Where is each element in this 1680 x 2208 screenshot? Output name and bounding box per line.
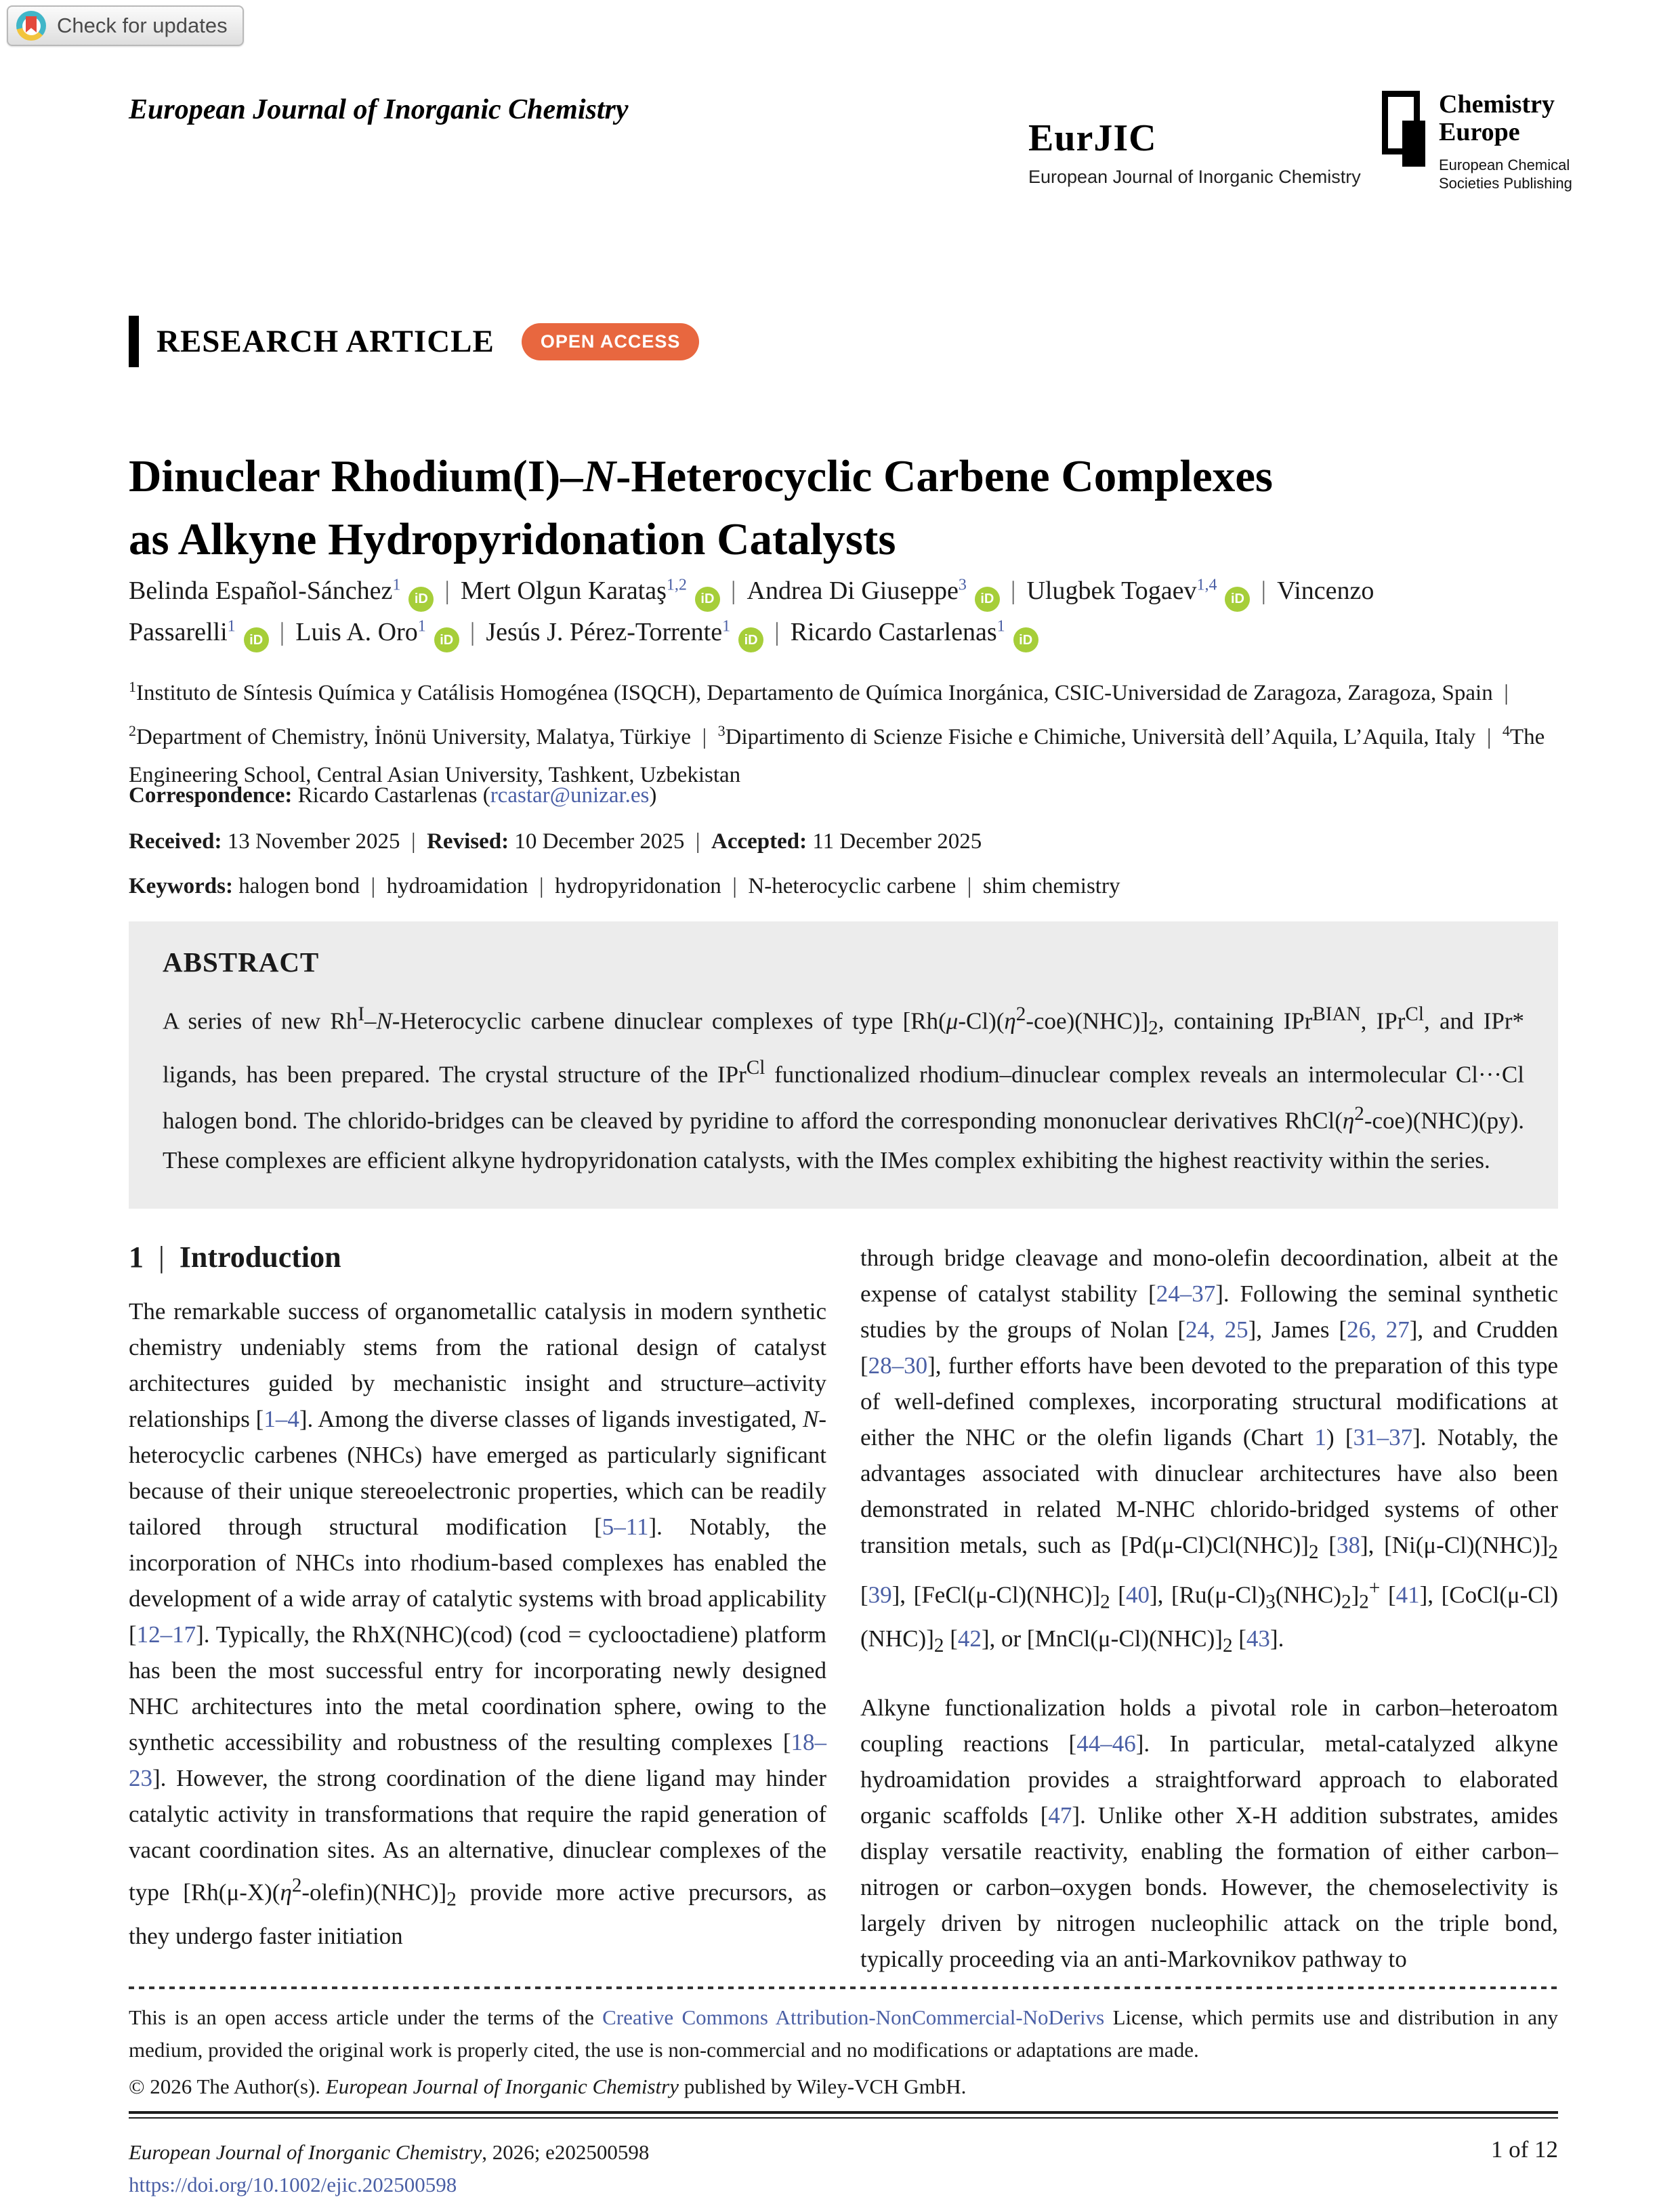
author-separator: | <box>730 577 736 605</box>
chemistry-europe-sub-line1: European Chemical <box>1439 157 1570 173</box>
orcid-icon[interactable]: iD <box>408 587 434 612</box>
author-list <box>129 570 1429 652</box>
citation-line: European Journal of Inorganic Chemistry, 2026; e202500598 <box>129 2140 650 2164</box>
author-separator: | <box>444 577 450 605</box>
left-column <box>129 1240 826 1977</box>
eurjic-wordmark: EurJIC <box>1028 117 1157 159</box>
article-type-bar <box>129 316 139 367</box>
abstract-text: A series of new $Rh^I-N$-Heterocyclic carbene dinuclear complexes of type $[Rh(\mu-Cl)(\eta^2-coe)(NHC)]_2$, containing IPr$^{BIAN}$, IPr$^{Cl}$, and IPr* ligands, has been prepared. The crystal structure of the IPr$^{Cl}$ functionalized rhodium–dinuclear complex reveals an intermolecular Cl···Cl halogen bond. The chlorido-bridges can be cleaved by pyridine to afford the corresponding mononuclear derivatives $RhCl(\eta^2-coe)(NHC)(py)$. These complexes are efficient alkyne hydropyridonation catalysts, with the IMes complex exhibiting the highest reactivity within the series. <box>163 1003 1524 1173</box>
footer-rule <box>129 2111 1558 2119</box>
affiliations: $^1$Instituto de Síntesis Química y Catálisis Homogénea (ISQCH), Departamento de Química Inorgánica, CSIC-Universidad de Zaragoza, Zaragoza, Spain | $^2$Department of Chemistry, İnönü University, Malatya, Türkiye | $^3$Dipartimento di Scienze Fisiche e Chimiche, Università dell’Aquila, L’Aquila, Italy | $^4$The Engineering School, Central Asian University, Tashkent, Uzbekistan <box>129 678 1545 787</box>
license-text: This is an open access article under the terms of the Creative Commons Attribution-NonCommercial-NoDerivs License, which permits use and distribution in any medium, provided the original work is properly cited, the use is non-commercial and no modifications or adaptations are made. <box>129 2005 1558 2062</box>
author: Jesús J. Pérez-Torrente$^1$iD <box>486 618 763 646</box>
author: Mert Olgun Karataş$^{1,2}$iD <box>461 577 720 605</box>
author-separator: | <box>774 617 780 646</box>
author: Belinda Español-Sánchez$^1$iD <box>129 577 434 605</box>
chemistry-europe-name-line2: Europe <box>1439 118 1520 146</box>
intro-paragraph-right-2: Alkyne functionalization holds a pivotal role in carbon–heteroatom coupling reactions [44–46]. In particular, metal-catalyzed alkyne hydroamidation provides a straightforward approach to elaborated organic scaffolds [47]. Unlike other X-H addition substrates, amides display versatile reactivity, enabling the formation of either carbon–nitrogen or carbon–oxygen bonds. However, the chemoselectivity is largely driven by nitrogen nucleophilic attack on the triple bond, typically proceeding via an anti-Markovnikov pathway to <box>860 1694 1559 1972</box>
author-separator: | <box>1261 577 1267 605</box>
author: Ricardo Castarlenas$^1$iD <box>791 618 1038 646</box>
orcid-icon[interactable]: iD <box>1225 587 1250 612</box>
keywords-line: Keywords: halogen bond | hydroamidation | hydropyridonation | N-heterocyclic carbene | shim chemistry <box>129 874 1120 898</box>
eurjic-logo <box>1028 117 1361 188</box>
orcid-icon[interactable]: iD <box>1013 627 1038 652</box>
orcid-icon[interactable]: iD <box>434 627 459 652</box>
chemistry-europe-icon <box>1382 91 1425 167</box>
page-footer <box>129 1986 1558 2201</box>
orcid-icon[interactable]: iD <box>975 587 1000 612</box>
abstract-heading: ABSTRACT <box>163 946 320 978</box>
orcid-icon[interactable]: iD <box>695 587 720 612</box>
page-title: Dinuclear Rhodium(I)–N-Heterocyclic Carbene Complexes as Alkyne Hydropyridonation Catalysts <box>129 451 1274 564</box>
page-number: 1 of 12 <box>1490 2136 1558 2163</box>
dotted-divider <box>129 1986 1558 1989</box>
orcid-icon[interactable]: iD <box>738 627 763 652</box>
chemistry-europe-name-line1: Chemistry <box>1439 90 1555 119</box>
chemistry-europe-sub-line2: Societies Publishing <box>1439 175 1572 192</box>
abstract-box <box>129 921 1558 1209</box>
orcid-icon[interactable]: iD <box>244 627 269 652</box>
author: Andrea Di Giuseppe$^3$iD <box>747 577 1000 605</box>
doi-link[interactable]: https://doi.org/10.1002/ejic.202500598 <box>129 2173 457 2196</box>
check-for-updates-button[interactable] <box>7 5 244 46</box>
journal-name: European Journal of Inorganic Chemistry <box>129 94 629 125</box>
author-separator: | <box>279 617 285 646</box>
author: Ulugbek Togaev$^{1,4}$iD <box>1026 577 1250 605</box>
copyright-text: © 2026 The Author(s). European Journal of Inorganic Chemistry published by Wiley-VCH GmbH. <box>129 2075 967 2098</box>
article-type-row <box>129 316 699 367</box>
author: Vincenzo Passarelli$^1$iD <box>129 577 1374 646</box>
check-for-updates-label: Check for updates <box>57 14 228 37</box>
intro-paragraph-right-1: through bridge cleavage and mono-olefin decoordination, albeit at the expense of catalyst stability [24–37]. Following the seminal synthetic studies by the groups of Nolan [24, 25], James [26, 27], and Crudden [28–30], further efforts have been devoted to the preparation of this type of well-defined complexes, incorporating structural modifications at either the NHC or the olefin ligands (Chart 1) [31–37]. Notably, the advantages associated with dinuclear architectures have also been demonstrated in related M-NHC chlorido-bridged systems of other transition metals, such as $[Pd(\mu-Cl)Cl(NHC)]_2$ [38], $[Ni(\mu-Cl)(NHC)]_2$ [39], $[FeCl(\mu-Cl)(NHC)]_2$ [40], $[Ru(\mu-Cl)_3(NHC)_2]_2^+$ [41], $[CoCl(\mu-Cl)(NHC)]_2$ [42], or $[MnCl(\mu-Cl)(NHC)]_2$ [43]. <box>860 1245 1559 1657</box>
body-columns <box>129 1240 1558 1977</box>
section-heading-introduction: 1 | Introduction <box>129 1241 341 1274</box>
right-column <box>860 1240 1558 1977</box>
article-type-label: RESEARCH ARTICLE <box>156 324 495 359</box>
dates-line: Received: 13 November 2025 | Revised: 10 December 2025 | Accepted: 11 December 2025 <box>129 829 982 854</box>
author-separator: | <box>1010 577 1016 605</box>
crossmark-icon <box>16 11 46 41</box>
open-access-badge: OPEN ACCESS <box>522 323 700 360</box>
author: Luis A. Oro$^1$iD <box>295 618 459 646</box>
chemistry-europe-logo <box>1382 91 1572 192</box>
eurjic-subtitle: European Journal of Inorganic Chemistry <box>1028 167 1361 187</box>
intro-paragraph-left: The remarkable success of organometallic catalysis in modern synthetic chemistry undeniably stems from the rational design of catalyst architectures guided by mechanistic insight and structure–activity relationships [1–4]. Among the diverse classes of ligands investigated, N-heterocyclic carbenes (NHCs) have emerged as particularly significant because of their unique stereoelectronic properties, which can be readily tailored through structural modification [5–11]. Notably, the incorporation of NHCs into rhodium-based complexes has enabled the development of a wide array of catalytic systems with broad applicability [12–17]. Typically, the RhX(NHC)(cod) (cod = cyclooctadiene) platform has been the most successful entry for incorporating newly designed NHC architectures into the metal coordination sphere, owing to the synthetic accessibility and robustness of the resulting complexes [18–23]. However, the strong coordination of the diene ligand may hinder catalytic activity in transformations that require the rapid generation of vacant coordination sites. As an alternative, dinuclear complexes of the type $[Rh(\mu-X)(\eta^2-olefin)(NHC)]_2$ provide more active precursors, as they undergo faster initiation <box>129 1298 827 1949</box>
correspondence-line: Correspondence: Ricardo Castarlenas (rcastar@unizar.es) <box>129 783 657 808</box>
author-separator: | <box>469 617 476 646</box>
